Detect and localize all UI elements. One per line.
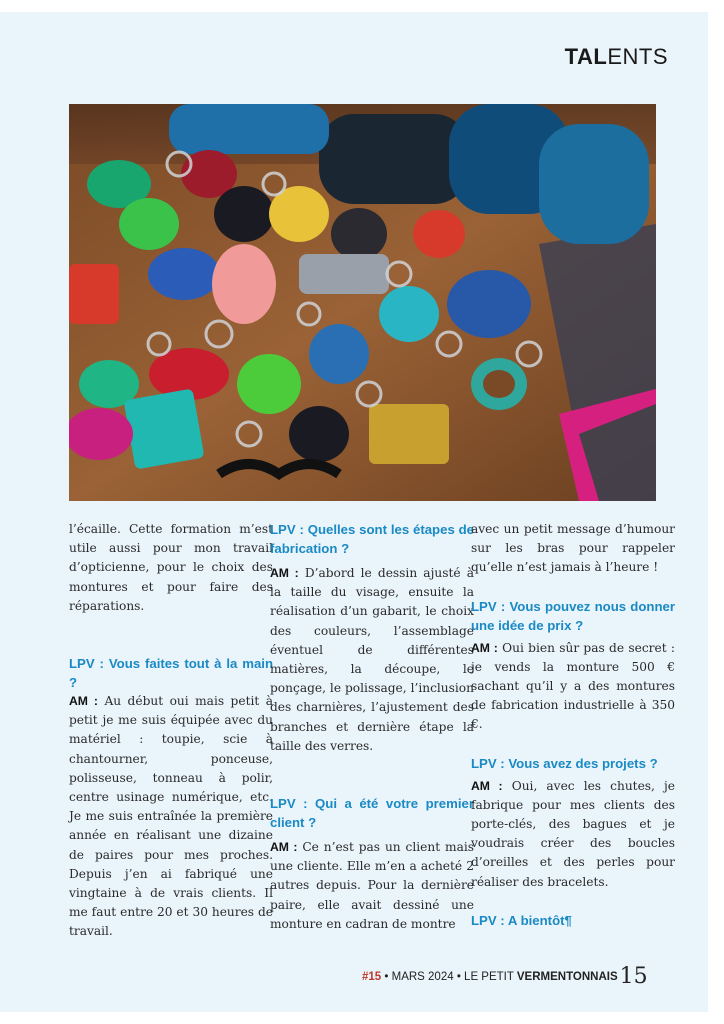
paragraph: l’écaille. Cette formation m’est utile aussi pour mon travail d’opticienne, pour le choix des montures et pour faire des réparations. bbox=[69, 522, 273, 613]
publication-name-plain: LE PETIT bbox=[464, 971, 517, 983]
question-heading: LPV : Vous avez des projets ? bbox=[471, 755, 658, 771]
section-title-rest: ENTS bbox=[607, 44, 668, 69]
page-footer bbox=[362, 964, 648, 989]
footer-separator: • bbox=[453, 971, 465, 983]
issue-date: MARS 2024 bbox=[391, 971, 454, 983]
keychains-photo bbox=[69, 104, 656, 501]
page-number: 15 bbox=[619, 964, 648, 989]
answer-text: Au début oui mais petit à petit je me suis équipée avec du matériel : toupie, scie à chantourner, ponceuse, polisseuse, tonneau à polir, centre usinage numérique, etc. Je me suis entraînée la première année en réalisant une dizaine de paires pour mes proches. Depuis j’en ai fabriqué une vingtaine à de vrais clients. Il me faut entre 20 et 30 heures de travail. bbox=[69, 694, 273, 939]
answer-paragraph bbox=[471, 777, 675, 892]
closing-heading: LPV : A bientôt¶ bbox=[471, 912, 572, 928]
question-heading: LPV : Quelles sont les étapes de fabrication ? bbox=[270, 522, 474, 556]
question-heading: LPV : Vous faites tout à la main ? bbox=[69, 656, 273, 691]
answer-label: AM : bbox=[270, 840, 298, 855]
question-heading: LPV : Vous pouvez nous donner une idée de prix ? bbox=[471, 598, 675, 633]
answer-paragraph bbox=[69, 692, 273, 942]
section-title bbox=[565, 44, 668, 70]
answer-paragraph bbox=[471, 639, 675, 735]
answer-label: AM : bbox=[69, 694, 98, 709]
answer-text: Oui bien sûr pas de secret : je vends la monture 500 € sachant qu’il y a des montures de fabrication industrielle à 350 €. bbox=[471, 640, 675, 732]
column-1 bbox=[69, 520, 273, 942]
answer-label: AM : bbox=[270, 566, 299, 580]
footer-separator: • bbox=[381, 971, 392, 983]
column-3 bbox=[471, 520, 675, 930]
answer-text: Ce n’est pas un client mais une cliente. Elle m’en a acheté 2 autres depuis. Pour la dernière paire, elle avait dessiné une monture en cadran de montre bbox=[270, 840, 474, 931]
answer-text: D’abord le dessin ajusté à la taille du visage, ensuite la réalisation d’un gabarit, le choix des couleurs, l’assemblage éventuel de différentes matières, la découpe, le ponçage, le polissage, l’inclusion des charnières, l’ajustement des branches et dernière étape la taille des verres. bbox=[270, 566, 474, 753]
answer-text: Oui, avec les chutes, je fabrique pour mes clients des porte-clés, des bagues et je voudrais créer des boucles d’oreilles et des perles pour réaliser des bracelets. bbox=[471, 778, 675, 889]
issue-number: #15 bbox=[362, 971, 382, 983]
column-2 bbox=[270, 520, 474, 934]
answer-paragraph bbox=[270, 838, 474, 934]
publication-name-bold: VERMENTONNAIS bbox=[516, 971, 618, 983]
section-title-bold: TAL bbox=[564, 44, 608, 69]
paragraph: avec un petit message d’humour sur les bras pour rappeler qu’elle n’est jamais à l’heure ! bbox=[471, 522, 675, 575]
answer-paragraph bbox=[270, 564, 474, 756]
answer-label: AM : bbox=[471, 778, 503, 793]
question-heading: LPV : Qui a été votre premier client ? bbox=[270, 796, 474, 831]
answer-label: AM : bbox=[471, 640, 498, 655]
